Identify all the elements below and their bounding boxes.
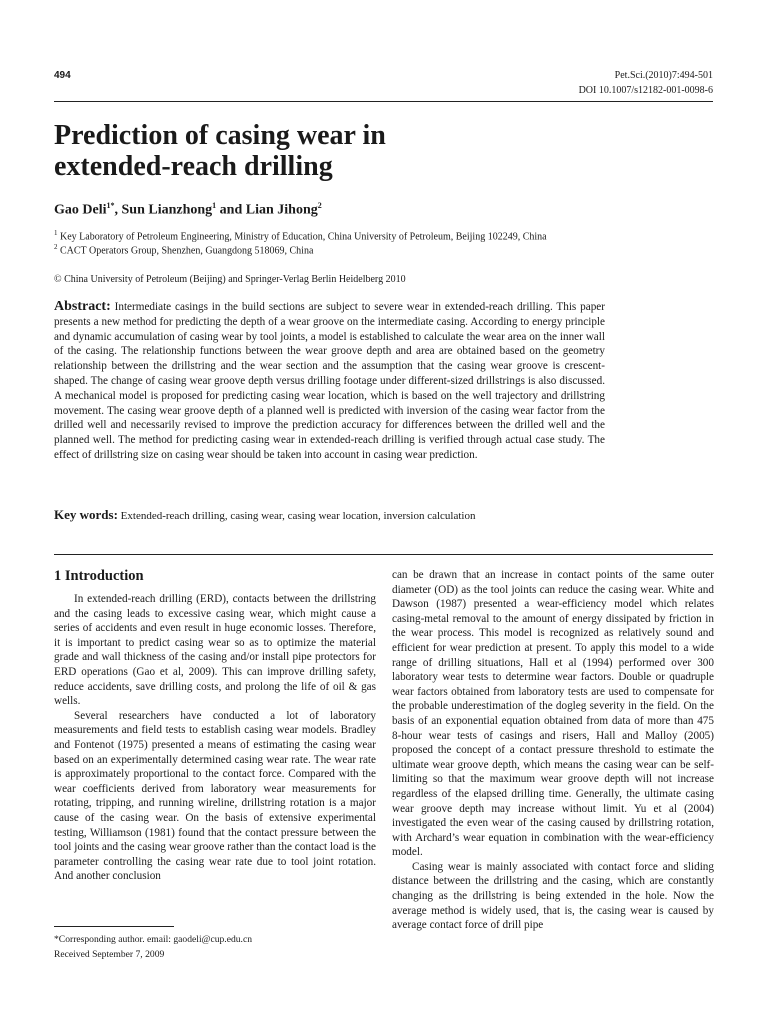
footnote-corresponding-author: *Corresponding author. email: gaodeli@cup.edu.cn [54,934,252,945]
author-list [54,201,322,219]
abstract [54,300,605,463]
footnote-received-date: Received September 7, 2009 [54,949,165,960]
footnote-divider [54,926,174,927]
affiliation-marker: 2 [54,243,58,251]
abstract-text: Intermediate casings in the build sections are subject to severe wear in extended-reach drilling. This paper presents a new method for predicting the depth of a wear groove on the intermediate casing. According to energy principle and dynamic accumulation of casing wear by tool joints, a model is established to calculate the wear area on the inner wall of the casing. The relationship functions between the wear groove depth and area are obtained based on the geometry relationship between the drillstring and the wear section and the assumption that the casing wear groove is crescent-shaped. The change of casing wear groove depth versus drilling footage under different-sized drillstrings is also discussed. A mechanical model is proposed for predicting casing wear location, which is based on the well trajectory and drillstring movement. The casing wear groove depth of a planned well is predicted with inversion of the casing wear factor from the drilled well and necessarily revised to improve the prediction accuracy for differences between the drilled well and the planned well. The method for predicting casing wear in extended-reach drilling is verified through actual case study. The effect of drillstring size on casing wear should be taken into account in casing wear prediction. [54,301,605,461]
author-name: Lian Jihong [245,202,318,218]
body-column-left [54,592,376,884]
title-line-1: Prediction of casing wear in [54,120,386,151]
author-name: Sun Lianzhong [121,202,213,218]
page-number: 494 [54,70,71,81]
body-paragraph: Several researchers have conducted a lot of laboratory measurements and field tests to establish casing wear models. Bradley and Fontenot (1975) presented a means of estimating the casing wear based on an experimentally determined casing wear rate. The wear rate is approximately proportional to the contact force. Compared with the wear coefficients derived from laboratory wear measurements for rotating, tripping, and running wireline, drillstring rotation is a major cause of the casing wear. On the basis of extensive experimental testing, Williamson (1981) found that the contact pressure between the tool joints and the casing wear groove rather than the contact load is the parameter controlling the casing wear rate due to tool joint rotation. And another conclusion [54,709,376,883]
affiliation [54,229,547,242]
author-affiliation-marker: 2 [317,201,322,210]
section-heading: 1 Introduction [54,568,144,584]
abstract-label: Abstract: [54,299,111,314]
body-column-right [392,568,714,933]
body-paragraph: can be drawn that an increase in contact points of the same outer diameter (OD) as the tool joints can reduce the casing wear. White and Dawson (1987) presented a wear-efficiency model which relates casing-metal removal to the amount of energy dissipated by friction in the wear process. This model is recognized as relatively sound and efficient for wear prediction at present. To apply this model to a wide range of drilling situations, Hall et al (1994) performed over 300 laboratory wear tests to determine wear factors. Double or quadruple wear factors obtained from laboratory tests are used to compensate for the probable underestimation of the dogleg severity in the field. On the basis of an exponential equation obtained from data of more than 475 8-hour wear tests of casings and risers, Hall and Malloy (2005) proposed the concept of a contact pressure threshold to estimate the ultimate wear groove depth, which means the casing wear can be self-limiting so that the maximum wear groove depth will not increase regardless of the elapsed drilling time. Generally, the ultimate casing wear groove depth may increase without limit. Yu et al (2004) investigated the even wear of the casing caused by drillstring rotation, with Archard’s wear equation in combination with the wear-efficiency model. [392,569,714,859]
affiliation-text: CACT Operators Group, Shenzhen, Guangdong 518069, China [57,245,314,257]
keywords [54,507,475,523]
body-paragraph: In extended-reach drilling (ERD), contacts between the drillstring and the casing leads to excessive casing wear, which might cause a series of accidents and even result in huge economic losses. Therefore, it is important to predict casing wear so as to optimize the material grade and wall thickness of the casing and/or install pipe protectors for ERD operations (Gao et al, 2009). This can improve drilling safety, reduce accidents, save drilling costs, and prolong the life of oil & gas wells. [54,593,376,708]
author-separator: , [114,202,122,218]
body-paragraph: Casing wear is mainly associated with contact force and sliding distance between the drillstring and the casing, which are constantly changing as the drillstring is being extended in the hole. Now the average method is widely used, that is, the casing wear is caused by average contact force of drill pipe [392,860,714,932]
author-separator: and [216,202,246,218]
title-line-2: extended-reach drilling [54,151,333,182]
author-name: Gao Deli [54,202,107,218]
header-divider [54,101,713,102]
journal-reference: Pet.Sci.(2010)7:494-501 [614,70,713,81]
keywords-text: Extended-reach drilling, casing wear, casing wear location, inversion calculation [120,510,476,522]
doi-link[interactable]: DOI 10.1007/s12182-001-0098-6 [578,85,713,96]
affiliation [54,243,313,256]
copyright-notice: © China University of Petroleum (Beijing) and Springer-Verlag Berlin Heidelberg 2010 [54,274,406,285]
affiliation-marker: 1 [54,229,58,237]
section-divider [54,554,713,555]
paper-title [54,120,574,182]
keywords-label: Key words: [54,507,118,522]
author-affiliation-marker: 1 [212,201,217,210]
author-affiliation-marker: 1* [106,201,115,210]
affiliation-text: Key Laboratory of Petroleum Engineering, Ministry of Education, China University of Petroleum, Beijing 102249, China [57,231,547,243]
